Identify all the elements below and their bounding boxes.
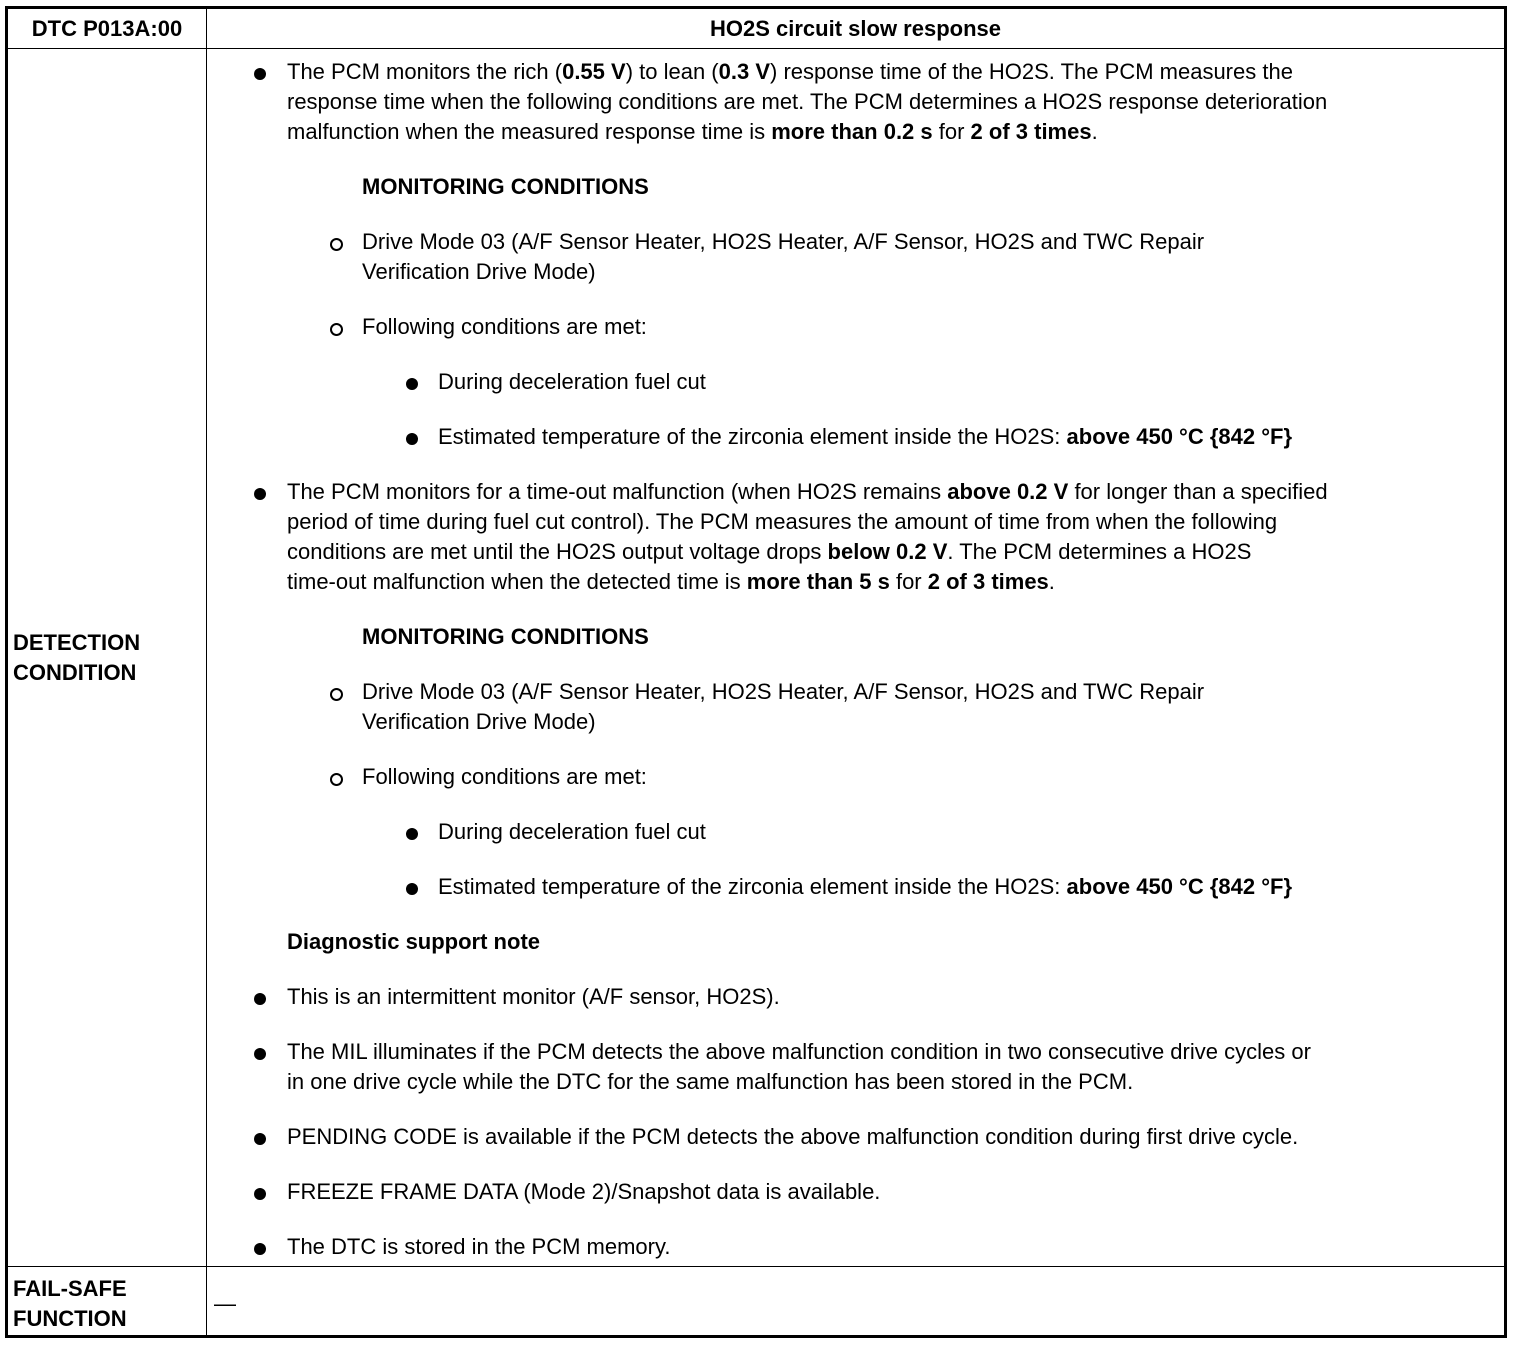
label-line: FUNCTION — [13, 1306, 127, 1331]
list-item: FREEZE FRAME DATA (Mode 2)/Snapshot data is available. — [287, 1179, 881, 1204]
circle-bullet-icon — [330, 688, 343, 701]
list-item: Estimated temperature of the zirconia element inside the HO2S: above 450 °C {842 °F} — [438, 874, 1293, 899]
list-item: This is an intermittent monitor (A/F sensor, HO2S). — [287, 984, 780, 1009]
detection-condition-label — [13, 628, 140, 688]
bullet-icon — [254, 1243, 266, 1255]
circle-bullet-icon — [330, 773, 343, 786]
bullet-icon — [254, 1133, 266, 1145]
circle-bullet-icon — [330, 238, 343, 251]
row-divider — [8, 1266, 1504, 1267]
list-item: Drive Mode 03 (A/F Sensor Heater, HO2S Heater, A/F Sensor, HO2S and TWC Repair Verification Drive Mode) — [362, 679, 1205, 734]
list-item: The PCM monitors for a time-out malfunction (when HO2S remains above 0.2 V for longer than a specified period of time during fuel cut control). The PCM measures the amount of time from when the following conditions are met until the HO2S output voltage drops below 0.2 V. The PCM determines a HO2S time-out malfunction when the detected time is more than 5 s for 2 of 3 times. — [287, 479, 1328, 594]
list-item: Following conditions are met: — [362, 314, 647, 339]
bullet-icon — [406, 433, 418, 445]
bullet-icon — [254, 1188, 266, 1200]
list-item: The DTC is stored in the PCM memory. — [287, 1234, 671, 1259]
dtc-title: HO2S circuit slow response — [710, 16, 1001, 41]
column-divider — [206, 9, 207, 1335]
bullet-icon — [406, 378, 418, 390]
bullet-icon — [254, 1048, 266, 1060]
bullet-icon — [406, 883, 418, 895]
list-item: PENDING CODE is available if the PCM detects the above malfunction condition during first drive cycle. — [287, 1124, 1299, 1149]
dtc-table — [5, 6, 1507, 1338]
list-item: Following conditions are met: — [362, 764, 647, 789]
bullet-icon — [254, 68, 266, 80]
label-line: DETECTION — [13, 630, 141, 655]
monitoring-heading: MONITORING CONDITIONS — [362, 174, 649, 199]
bullet-icon — [254, 488, 266, 500]
header-divider — [8, 48, 1504, 49]
list-item: During deceleration fuel cut — [438, 369, 706, 394]
bullet-icon — [254, 993, 266, 1005]
monitoring-heading: MONITORING CONDITIONS — [362, 624, 649, 649]
circle-bullet-icon — [330, 323, 343, 336]
support-note-heading: Diagnostic support note — [287, 929, 540, 954]
list-item: Estimated temperature of the zirconia element inside the HO2S: above 450 °C {842 °F} — [438, 424, 1293, 449]
list-item: The MIL illuminates if the PCM detects the above malfunction condition in two consecutive drive cycles or in one drive cycle while the DTC for the same malfunction has been stored in the PCM. — [287, 1039, 1311, 1094]
fail-safe-value: — — [214, 1291, 236, 1316]
bullet-icon — [406, 828, 418, 840]
list-item: The PCM monitors the rich (0.55 V) to lean (0.3 V) response time of the HO2S. The PCM measures the response time when the following conditions are met. The PCM determines a HO2S response deterioration malfunction when the measured response time is more than 0.2 s for 2 of 3 times. — [287, 59, 1328, 144]
list-item: During deceleration fuel cut — [438, 819, 706, 844]
fail-safe-label — [13, 1274, 127, 1334]
label-line: FAIL-SAFE — [13, 1276, 127, 1301]
label-line: CONDITION — [13, 660, 137, 685]
list-item: Drive Mode 03 (A/F Sensor Heater, HO2S Heater, A/F Sensor, HO2S and TWC Repair Verification Drive Mode) — [362, 229, 1205, 284]
dtc-code: DTC P013A:00 — [31, 16, 183, 41]
